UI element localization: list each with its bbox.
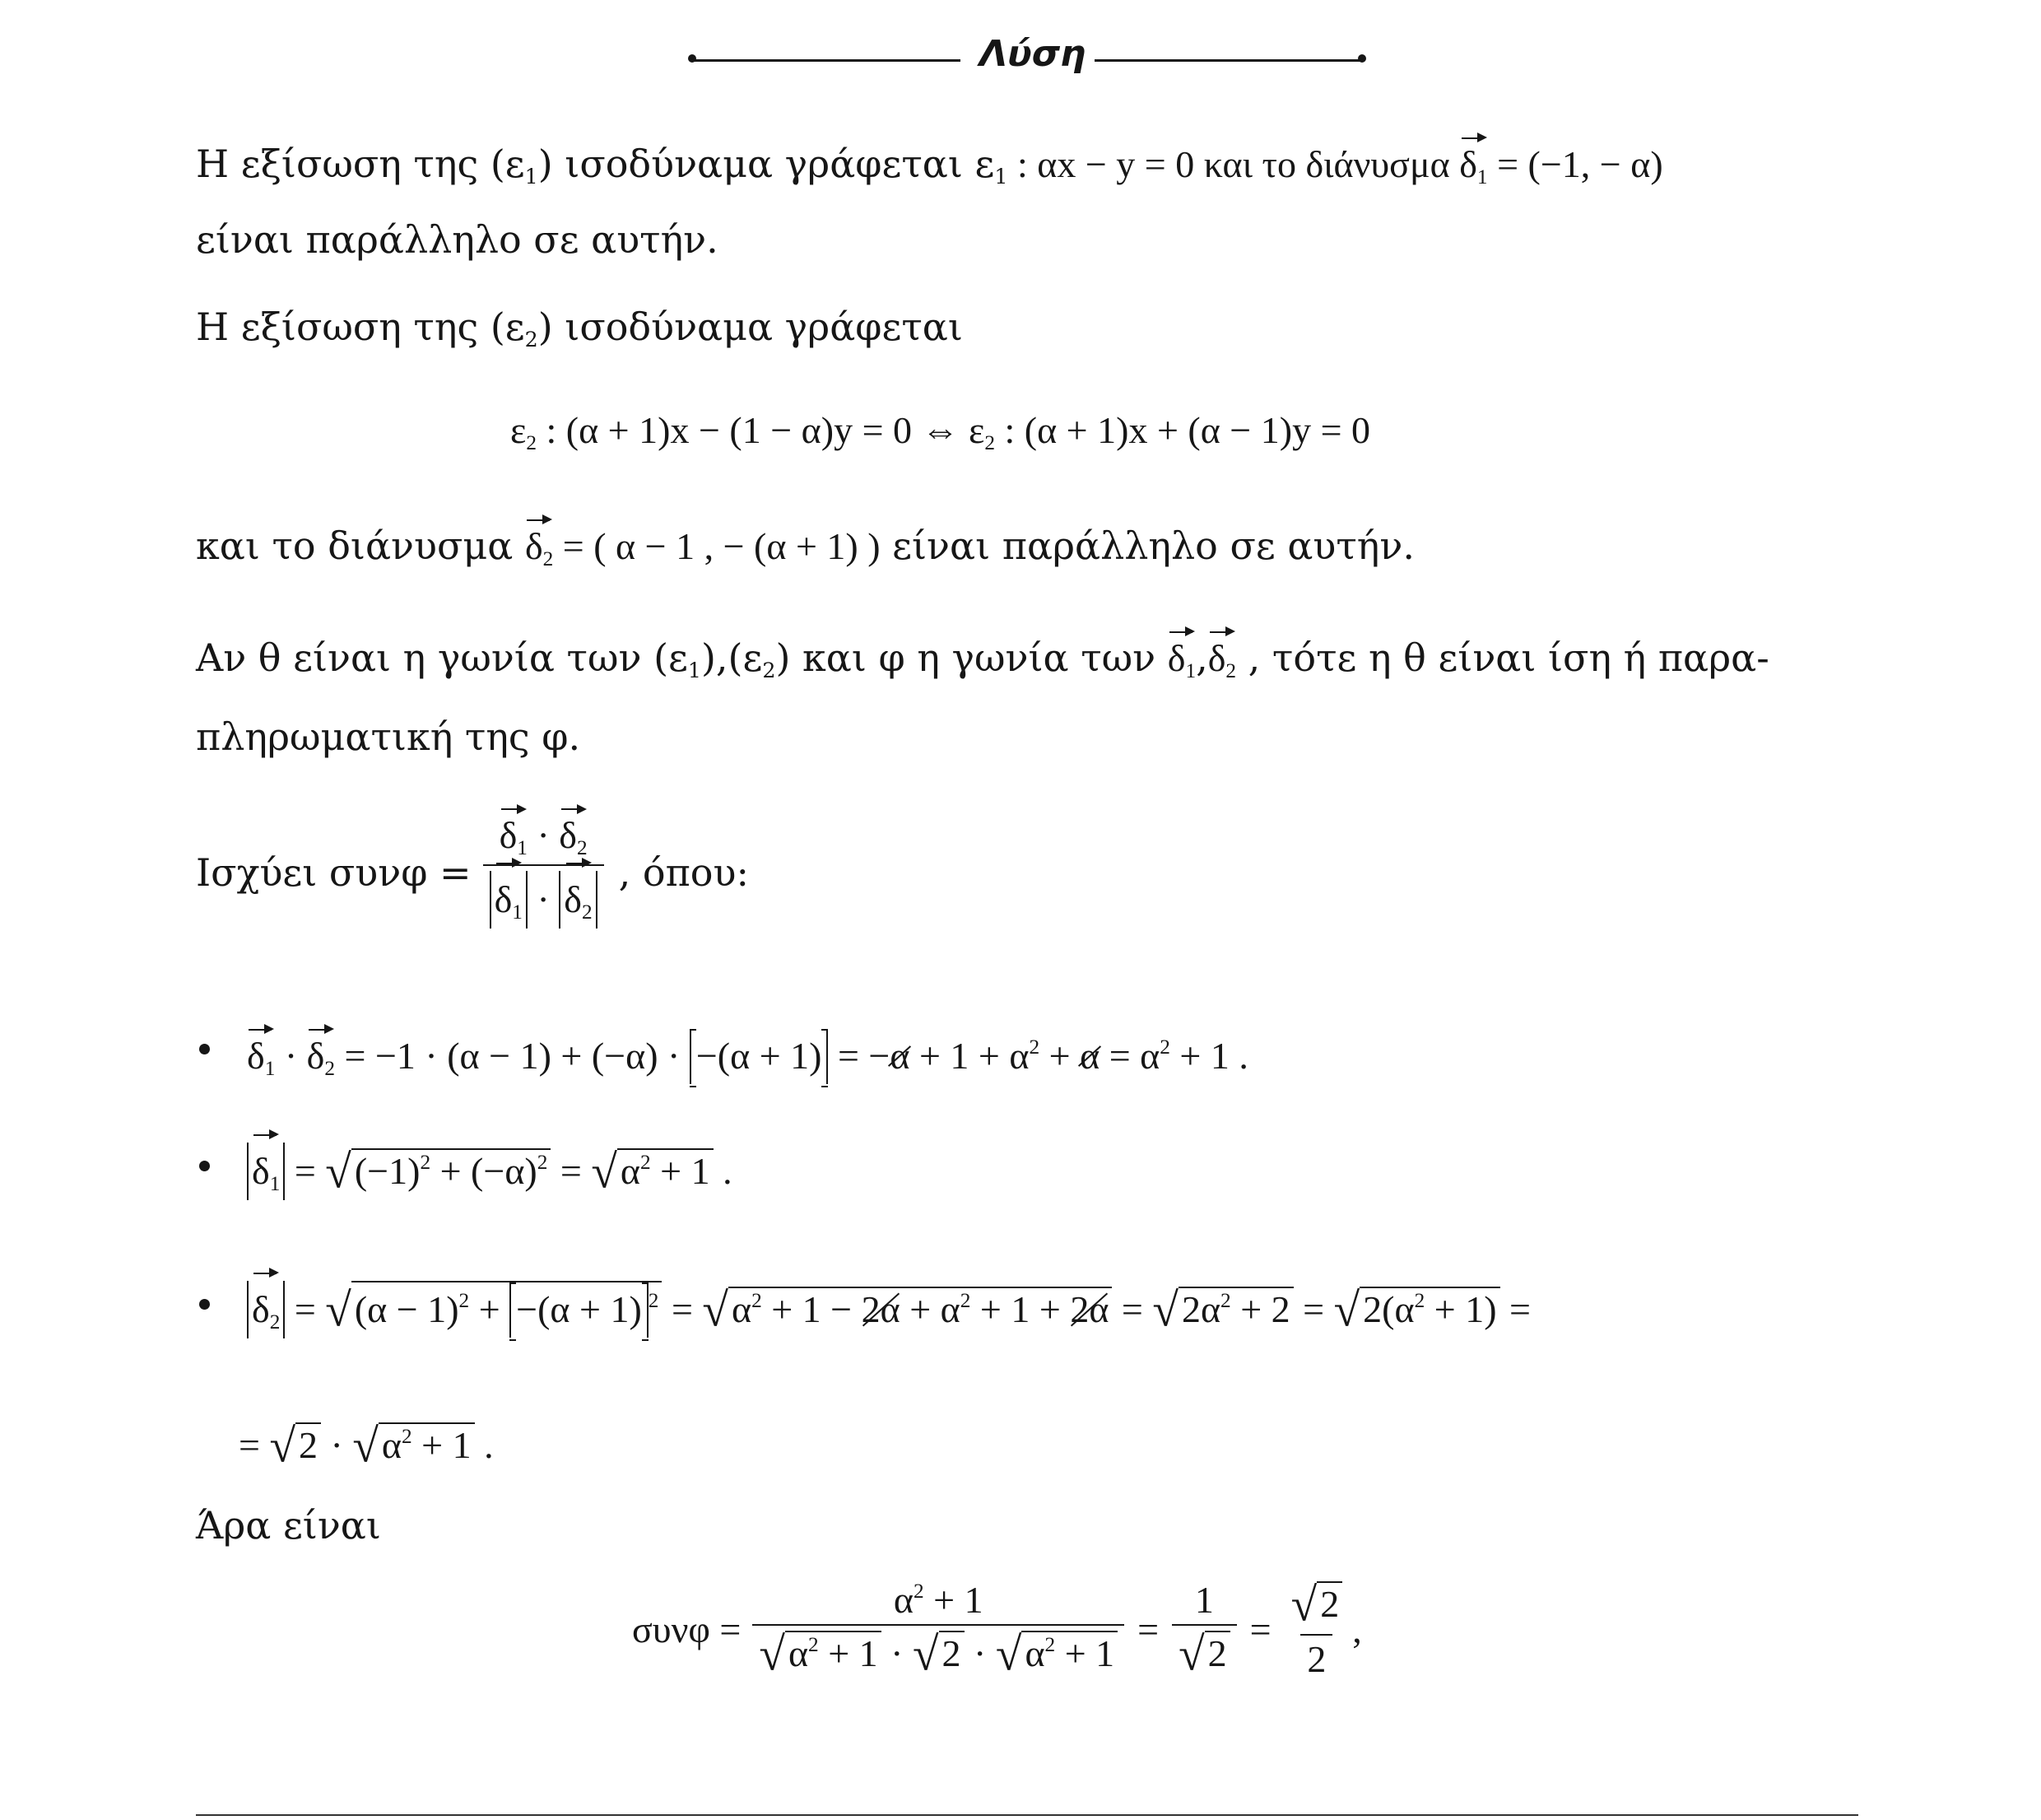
final-fraction-2: $\frac{1}{√2}$: [1172, 1581, 1237, 1678]
cosine-formula-line: Ισχύει συνφ = $\frac{\delta_1 \cdot \delta_2}{\delta_1 \cdot \delta_2}$ , όπου:: [196, 790, 749, 955]
final-fraction-3: $\frac{√2}{2}$: [1285, 1581, 1350, 1678]
bullet-1-equation: $\delta_1 \cdot \delta_2 = -1 \cdot (\alpha - 1) + (-\alpha) \cdot -(\alpha + 1) = -\alpha + 1 + \alpha^2 + \alpha = \alpha^2 + 1$ .: [247, 1029, 1248, 1084]
bullet-2-equation: $\delta_1 = √(-1)^2 + (-\alpha)^2 = √\alpha^2 + 1$ .: [247, 1143, 732, 1200]
equation-line-epsilon2: $\varepsilon_2$ : (α + 1)x − (1 − α)y = 0 ⇔ $\varepsilon_2$ : (α + 1)x + (α − 1)y = 0: [510, 409, 1371, 455]
vector-delta-1: $\delta_1$: [1167, 637, 1197, 683]
vector-delta-2: $\delta_2$: [524, 525, 554, 571]
vector-delta-2: $\delta_2$: [1207, 637, 1237, 683]
cancelled-term: 2α: [861, 1288, 900, 1330]
paragraph-therefore: Άρα είναι: [196, 1503, 381, 1548]
final-cosine-equation: συνφ = $\frac{\alpha^2 + 1}{√\alpha^2 + 1 \cdot √2 \cdot √\alpha^2 + 1}$ = $\frac{1}{√2}$ = $\frac{√2}{2}$ ,: [632, 1578, 1362, 1681]
solution-heading: Λύση: [979, 33, 1086, 75]
footer-rule: [196, 1814, 1858, 1816]
header-left-rule: [693, 59, 960, 62]
bullet-3-continuation: = $√2 \cdot √\alpha^2 + 1$ .: [239, 1420, 494, 1473]
paragraph-line-2: είναι παράλληλο σε αυτήν.: [196, 217, 718, 262]
vector-delta-1: $\delta_1$: [1459, 143, 1488, 189]
paragraph-line-1: Η εξίσωση της $(\varepsilon_1)$ ισοδύναμα γράφεται $\varepsilon_1$ : αx − y = 0 και το διάνυσμα $\delta_1 = (-1$, − α): [196, 142, 1663, 189]
header-right-dot: [1358, 54, 1366, 63]
bullet-3-equation: $\delta_2 = √(\alpha - 1)^2 + -(\alpha + 1) ^2 = √\alpha^2 + 1 - 2\alpha + \alpha^2 + 1 + 2\alpha = √2\alpha^2 + 2 = √2(\alpha^2 + 1)$ =: [247, 1281, 1531, 1338]
paragraph-line-6: πληρωματική της φ.: [196, 715, 581, 759]
final-fraction-1: $\frac{\alpha^2 + 1}{√\alpha^2 + 1 \cdot √2 \cdot √\alpha^2 + 1}$: [752, 1581, 1124, 1678]
header-right-rule: [1095, 59, 1362, 62]
fraction-denominator: $\delta_1 \cdot \delta_2$: [483, 864, 604, 929]
cancelled-term: α: [1080, 1035, 1100, 1077]
bullet-3-marker: [199, 1299, 210, 1310]
cancelled-term: 2α: [1070, 1288, 1109, 1330]
bullet-1-marker: [199, 1044, 210, 1054]
cosine-fraction: [483, 814, 604, 928]
paragraph-line-4: και το διάνυσμα $\delta_2$ = ( α − 1 , − (α + 1) ) είναι παράλληλο σε αυτήν.: [196, 524, 1415, 571]
paragraph-line-5: Αν θ είναι η γωνία των $(\varepsilon_1),(\varepsilon_2)$ και φ η γωνία των $\delta_1,\delta_2$ , τότε η θ είναι ίση ή παρα-: [196, 635, 1769, 683]
paragraph-line-3: Η εξίσωση της $(\varepsilon_2)$ ισοδύναμα γράφεται: [196, 305, 963, 352]
fraction-numerator: $\delta_1 \cdot \delta_2$: [499, 814, 588, 860]
cancelled-term: α: [890, 1035, 910, 1077]
bullet-2-marker: [199, 1161, 210, 1171]
